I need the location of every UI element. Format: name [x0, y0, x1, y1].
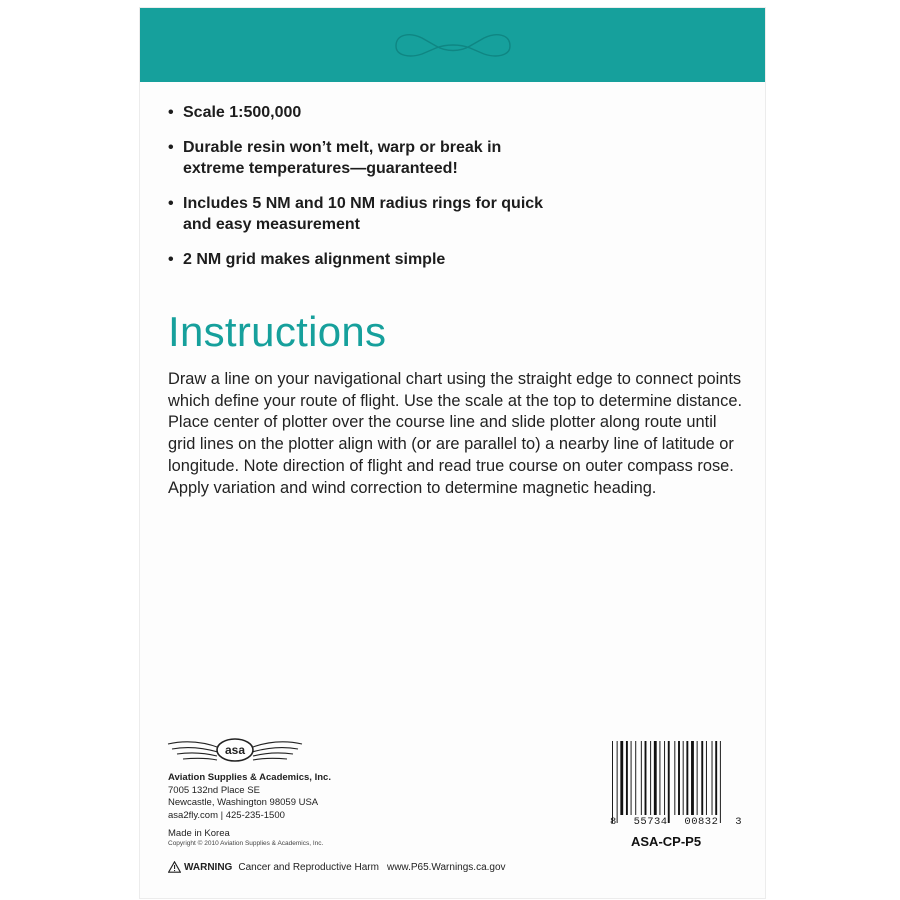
feature-item: [168, 102, 748, 123]
header-band: [140, 8, 765, 82]
barcode-group-1: 55734: [633, 816, 668, 828]
company-name: Aviation Supplies & Academics, Inc.: [168, 772, 331, 783]
warning-site: www.P65.Warnings.ca.gov: [386, 861, 506, 873]
barcode-digit-first: 8: [610, 816, 617, 828]
barcode-group-2: 00832: [684, 816, 719, 828]
warning-text: Cancer and Reproductive Harm: [238, 861, 379, 873]
made-in: Made in Korea: [168, 828, 230, 839]
feature-list: [168, 102, 748, 284]
bullet: •: [168, 139, 174, 156]
bullet: •: [168, 195, 174, 212]
bullet: •: [168, 104, 174, 121]
feature-item: [168, 193, 548, 235]
winged-logo-icon: [164, 730, 306, 770]
feature-text: Includes 5 NM and 10 NM radius rings for quick and easy measurement: [183, 195, 544, 233]
company-address-1: 7005 132nd Place SE: [168, 784, 260, 796]
sku-label: ASA-CP-P5: [631, 834, 702, 849]
bullet: •: [168, 251, 174, 268]
feature-text: Scale 1:500,000: [183, 104, 302, 121]
warning-line: [168, 861, 506, 873]
feature-text: 2 NM grid makes alignment simple: [183, 251, 446, 268]
copyright: Copyright © 2010 Aviation Supplies & Academics, Inc.: [168, 840, 324, 847]
company-info: [168, 772, 331, 822]
feature-text: Durable resin won’t melt, warp or break in extreme temperatures—guaranteed!: [183, 139, 502, 177]
warning-label: WARNING: [184, 861, 233, 873]
feature-item: [168, 249, 748, 270]
feature-item: [168, 137, 533, 179]
hang-hole-icon: [388, 24, 518, 64]
warning-triangle-icon: [168, 861, 181, 873]
barcode-digit-last: 3: [735, 816, 742, 828]
company-address-2: Newcastle, Washington 98059 USA: [168, 797, 319, 808]
instructions-title: Instructions: [168, 308, 387, 355]
barcode-digits: [610, 816, 742, 828]
package-back-card: [140, 8, 765, 898]
instructions-body: Draw a line on your navigational chart using the straight edge to connect points which define your route of flight. Use the scale at the top to determine distance. Place center of plotter over the course line and slide plotter along route until grid lines on the plotter align with (or are parallel to) a nearby line of latitude or longitude. Note direction of flight and read true course on outer compass rose. Apply variation and wind correction to determine magnetic heading.: [168, 370, 743, 497]
logo-text: asa: [224, 743, 246, 757]
company-contact: asa2fly.com | 425-235-1500: [168, 809, 285, 821]
